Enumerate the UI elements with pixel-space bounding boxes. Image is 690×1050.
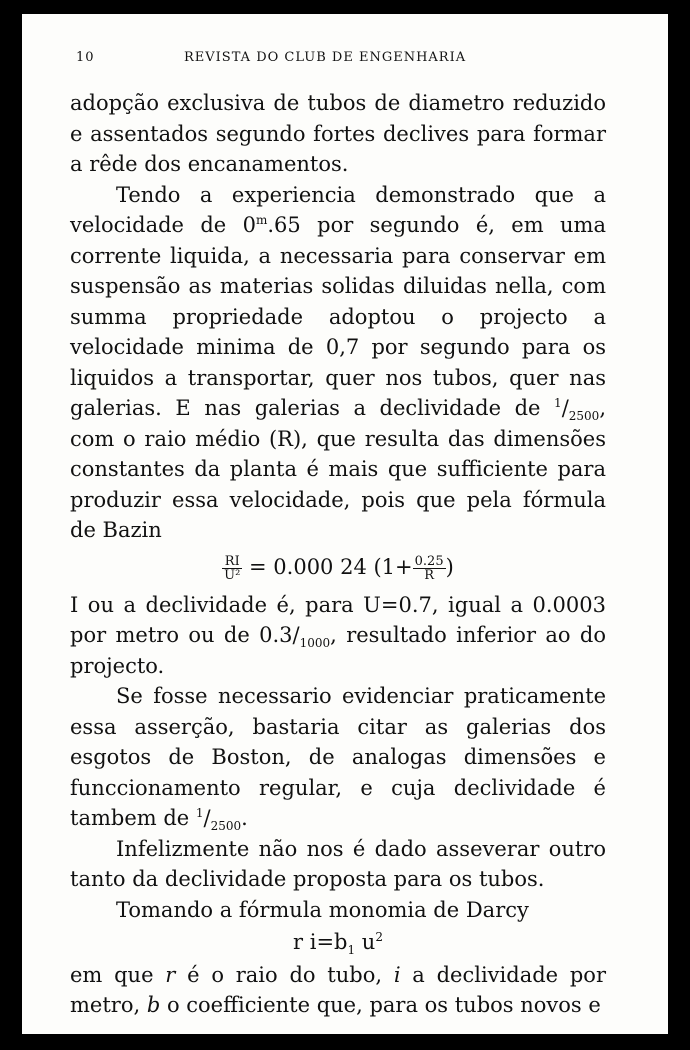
- paragraph-3: I ou a declividade é, para U=0.7, igual a 0.0003 por metro ou de $0.3/_{1000}$, resultado inferior ao do projecto.: [70, 592, 606, 678]
- darcy-formula: r $i=b_1$ $u^2$: [293, 930, 383, 958]
- paragraph-7: em que r é o raio do tubo, i a declividade por metro, b o coefficiente que, para os tubos novos e: [70, 962, 606, 1017]
- paragraph-6: Tomando a fórmula monomia de Darcy: [116, 897, 529, 922]
- document-page: [22, 14, 668, 1034]
- paragraph-1: adopção exclusiva de tubos de diametro reduzido e assentados segundo fortes declives para formar a rêde dos encanamentos.: [70, 91, 606, 176]
- formula-rhs-fraction: $\frac{0.25}{R}$: [414, 553, 444, 583]
- formula-lhs-fraction: $\frac{RI}{\text{U²}}$: [224, 553, 241, 583]
- paragraph-5: Infelizmente não nos é dado asseverar outro tanto da declividade proposta para os tubos.: [70, 836, 606, 891]
- bazin-formula: $\frac{RI}{\text{U²}}$ = 0.000 24 (1+ $\frac{0.25}{R}$ ): [224, 553, 454, 583]
- paragraph-2: Tendo a experiencia demonstrado que a velocidade de 0$^m$.65 por segundo é, em uma corrente liquida, a necessaria para conservar em suspensão as materias solidas diluidas nella, com summa propriedade adoptou o projecto a velocidade minima de 0,7 por segundo para os liquidos a transportar, quer nos tubos, quer nas galerias. E nas galerias a declividade de $^1/_{2500}$, com o raio médio (R), que resulta das dimensões constantes da planta é mais que sufficiente para produzir essa velocidade, pois que pela fórmula de Bazin: [70, 182, 606, 542]
- paragraph-4: Se fosse necessario evidenciar praticamente essa asserção, bastaria citar as galerias dos esgotos de Boston, de analogas dimensões e funccionamento regular, e cuja declividade é tambem de $^1/_{2500}$.: [70, 684, 606, 834]
- journal-title: REVISTA DO CLUB DE ENGENHARIA: [184, 50, 467, 65]
- body-text: [70, 88, 606, 1021]
- page-number: 10: [76, 50, 95, 65]
